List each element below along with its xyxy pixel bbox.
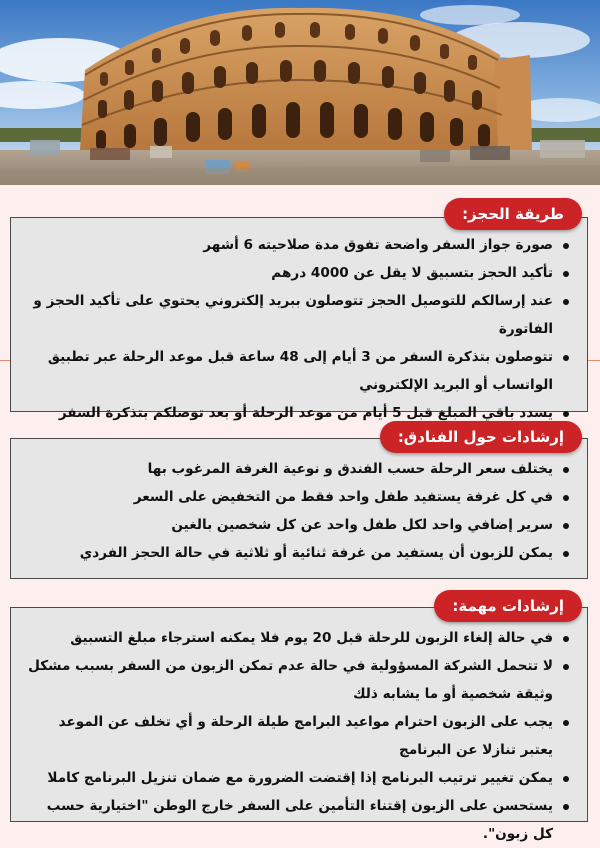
section-title-important: إرشادات مهمة:	[434, 590, 582, 622]
list-item: يجب على الزبون احترام مواعيد البرامج طيلة الرحلة و أي تخلف عن الموعد يعتبر تنازلا عن البرنامج	[23, 708, 573, 764]
list-item: يمكن تغيير ترتيب البرنامج إذا إقتضت الضرورة مع ضمان تنزيل البرنامج كاملا	[23, 764, 573, 792]
list-item: تأكيد الحجز بتسبيق لا يقل عن 4000 درهم	[23, 259, 573, 287]
list-item: يختلف سعر الرحلة حسب الفندق و نوعية الغرفة المرغوب بها	[23, 455, 573, 483]
important-guidance-list	[23, 624, 573, 848]
list-item: يسدد باقي المبلغ قبل 5 أيام من موعد الرحلة أو بعد توصلكم بتذكرة السفر	[23, 399, 573, 427]
booking-method-list	[23, 231, 573, 427]
booking-method-card	[10, 217, 588, 421]
important-guidance-card	[10, 607, 588, 842]
list-item: يستحسن على الزبون إقتناء التأمين على السفر خارج الوطن "اختيارية حسب كل زبون".	[23, 792, 573, 848]
list-item: لا تتحمل الشركة المسؤولية في حالة عدم تمكن الزبون من السفر بسبب مشكل وثيقة شخصية أو ما يشابه ذلك	[23, 652, 573, 708]
list-item: عند إرسالكم للتوصيل الحجز تتوصلون ببريد إلكتروني يحتوي على تأكيد الحجز و الفاتورة	[23, 287, 573, 343]
list-item: سرير إضافي واحد لكل طفل واحد عن كل شخصين بالغين	[23, 511, 573, 539]
list-item: في كل غرفة يستفيد طفل واحد فقط من التخفيض على السعر	[23, 483, 573, 511]
hero-image	[0, 0, 600, 185]
list-item: تتوصلون بتذكرة السفر من 3 أيام إلى 48 ساعة قبل موعد الرحلة عبر تطبيق الواتساب أو البريد الإلكتروني	[23, 343, 573, 399]
list-item: صورة جواز السفر واضحة تفوق مدة صلاحيته 6 أشهر	[23, 231, 573, 259]
hotels-guidance-card	[10, 438, 588, 579]
list-item: في حالة إلغاء الزبون للرحلة قبل 20 يوم فلا يمكنه استرجاء مبلغ التسبيق	[23, 624, 573, 652]
list-item: يمكن للزبون أن يستفيد من غرفة ثنائية أو ثلاثية في حالة الحجز الفردي	[23, 539, 573, 567]
section-title-booking: طريقة الحجز:	[444, 198, 582, 230]
section-title-hotels: إرشادات حول الفنادق:	[380, 421, 582, 453]
hotels-guidance-list	[23, 455, 573, 567]
